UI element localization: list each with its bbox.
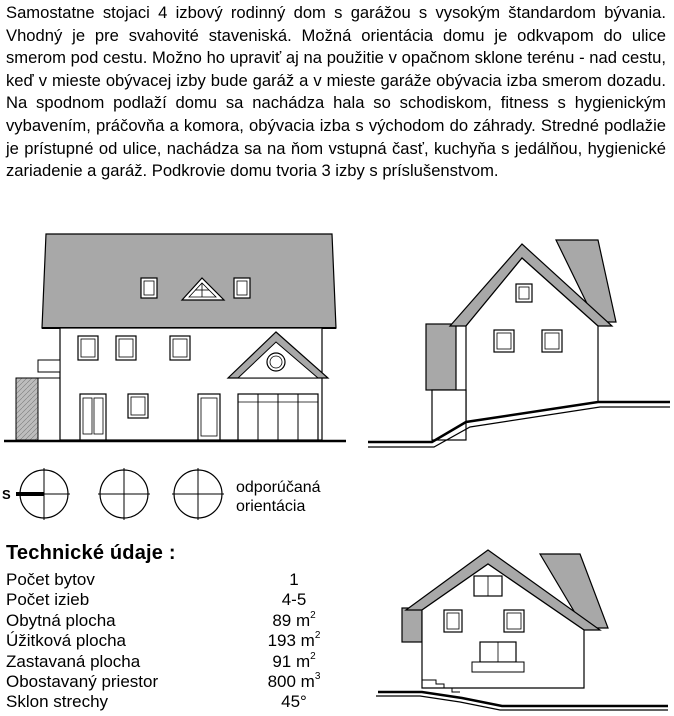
tech-row-label: Sklon strechy: [6, 692, 109, 712]
tech-row-label: Obostavaný priestor: [6, 671, 159, 691]
front-window-upper-1: [78, 336, 98, 360]
front-window-upper-3: [170, 336, 190, 360]
side-elevation-drawing: [366, 236, 672, 452]
front-window-lower-2: [128, 394, 148, 418]
compass-letter: S: [2, 487, 11, 502]
rear-window-dormer: [474, 576, 502, 596]
tech-data-title: Technické údaje :: [6, 542, 176, 564]
tech-data-table: [6, 570, 336, 713]
orientation-circle-1: [16, 468, 70, 520]
tech-row: [6, 672, 336, 692]
tech-row-value: 193 $m^2$: [267, 630, 321, 651]
front-roof-window-right: [234, 278, 250, 298]
front-window-upper-2: [116, 336, 136, 360]
tech-row-label: Počet izieb: [6, 590, 90, 610]
tech-row-value: 91 $m^2$: [272, 650, 316, 671]
orientation-circle-2: [98, 468, 150, 520]
rear-window-1: [444, 610, 462, 632]
orientation-label-line1: odporúčaná: [236, 479, 321, 496]
side-window-2: [542, 330, 562, 352]
front-roof: [42, 234, 336, 328]
rear-window-lower: [472, 642, 524, 672]
tech-row-label: Zastavaná plocha: [6, 651, 141, 671]
tech-row: [6, 570, 336, 590]
orientation-circle-3: [172, 468, 224, 520]
tech-row-label: Úžitková plocha: [6, 631, 127, 651]
side-window-1: [494, 330, 514, 352]
tech-row: [6, 611, 336, 631]
front-roof-window-left: [141, 278, 157, 298]
orientation-label: [236, 478, 321, 516]
orientation-compass: [0, 466, 230, 530]
tech-row-value: 89 $m^2$: [272, 609, 316, 630]
tech-row-value: 800 $m^3$: [267, 670, 321, 691]
tech-row: [6, 692, 336, 712]
tech-row-label: Počet bytov: [6, 570, 95, 589]
front-elevation-drawing: [2, 228, 348, 450]
front-door-lower-3: [198, 394, 220, 440]
front-terrace-doors: [238, 394, 318, 440]
tech-row-value: 1: [289, 570, 299, 589]
rear-window-2: [504, 610, 524, 632]
tech-row-value: 4-5: [281, 590, 307, 610]
tech-row-label: Obytná plocha: [6, 610, 116, 630]
orientation-label-line2: orientácia: [236, 498, 306, 515]
tech-row: [6, 631, 336, 651]
front-door-lower-1: [80, 394, 106, 440]
tech-row-value: 45°: [281, 692, 307, 712]
house-description: Samostatne stojaci 4 izbový rodinný dom s garážou s vysokým štandardom bývania. Vhodný je pre svahovité staveniská. Možná orientácia domu je odkvapom do ulice smerom pod cestu. Možno ho upraviť aj na použitie v opačnom sklone terénu - nad cestu, keď v mieste obývacej izby bude garáž a v mieste garáže obývacia izba smerom dozadu. Na spodnom podlaží domu sa nachádza hala so schodiskom, fitness s hygienickým vybavením, práčovňa a komora, obývacia izba s východom do záhrady. Stredné podlažie je prístupné od ulice, nachádza sa na ňom vstupná časť, kuchyňa s jedálňou, hygienické zariadenie a garáž. Podkrovie domu tvoria 3 izby s príslušenstvom.: [6, 3, 666, 181]
tech-row: [6, 652, 336, 672]
tech-row: [6, 590, 336, 610]
rear-terrain: [378, 692, 668, 706]
rear-elevation-drawing: [372, 546, 670, 712]
